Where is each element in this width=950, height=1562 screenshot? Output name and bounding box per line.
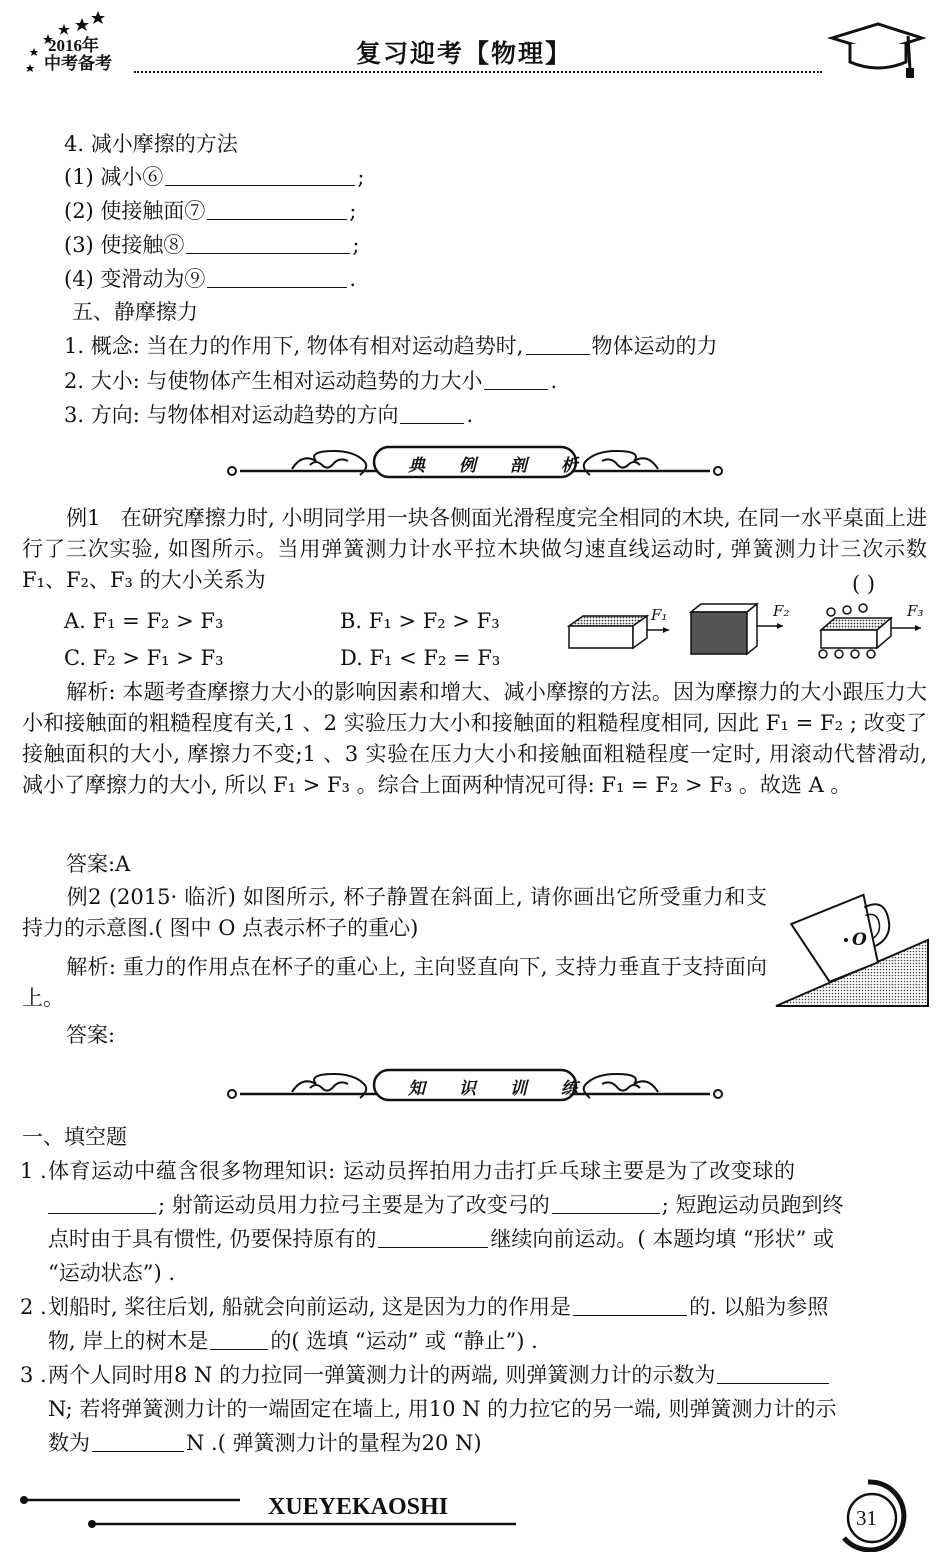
list-item [64,196,357,226]
answer-blank[interactable] [484,369,548,390]
item-punct: ; [352,233,360,257]
q1-text: 继续向前运动。( 本题均填 “形状” 或 [490,1227,835,1251]
center-of-gravity-label: O [852,930,867,950]
item-label: (1) 减小⑥ [64,165,164,189]
item-label: (4) 变滑动为⑨ [64,267,206,291]
item-label: (2) 使接触面⑦ [64,199,206,223]
example2-text [22,882,767,944]
q1-text: 点时由于具有惯性, 仍要保持原有的 [48,1227,377,1251]
header-rule [134,71,822,73]
analysis-text: 解析: 重力的作用点在杯子的重心上, 主向竖直向下, 支持力垂直于支持面向上。 [22,955,767,1010]
section-label: 知 识 训 练 [408,1079,592,1099]
page-header [0,0,950,90]
q2-line1 [48,1292,828,1322]
incline-figure [774,878,930,1010]
section-banner [222,443,728,483]
block-figure [565,598,930,670]
force-label-f1: F₁ [651,606,668,624]
exercise-heading: 一、填空题 [22,1125,127,1149]
answer-blank[interactable] [526,334,590,355]
answer-blank[interactable] [210,1329,268,1350]
q2-text: 的. 以船为参照 [689,1295,829,1319]
item-punct: . [466,403,474,427]
item-punct: ; [357,165,365,189]
answer-blank[interactable] [378,1227,488,1248]
option-d: D. F₁ < F₂ = F₃ [340,646,501,670]
answer-blank[interactable] [573,1295,687,1316]
graduation-cap-icon [826,22,926,80]
answer-blank[interactable] [186,233,350,254]
answer-blank[interactable] [207,267,347,288]
header-subtitle: 中考备考 [44,54,112,73]
list-item [64,366,557,396]
q1-text: ; 射箭运动员用力拉弓主要是为了改变弓的 [158,1193,550,1217]
list-item [64,331,718,361]
q2-text: 物, 岸上的树木是 [48,1329,209,1353]
question-number: 2 . [20,1295,47,1319]
friction-blocks-diagram [565,598,930,670]
q1-line1: 体育运动中蕴含很多物理知识: 运动员挥拍用力击打乒乓球主要是为了改变球的 [48,1159,796,1183]
q2-line2 [48,1326,538,1356]
item-label: 2. 大小: 与使物体产生相对运动趋势的力大小 [64,369,483,393]
answer-parentheses: ( ) [852,572,876,596]
q1-line2 [48,1190,844,1220]
section-label: 典 例 剖 析 [408,456,592,476]
analysis-text: 解析: 本题考查摩擦力大小的影响因素和增大、减小摩擦的方法。因为摩擦力的大小跟压力大小和接触面的粗糙程度有关,1 、2 实验压力大小和接触面的粗糙程度相同, 因此 F₁ = F₂ ; 改变了接触面积的大小, 摩擦力不变;1 、3 实验在压力大小和接触面粗糙程度一定时, 用滚动代替滑动, 减小了摩擦力的大小, 所以 F₁ > F₃ 。综合上面两种情况可得: F₁ = F₂ > F₃ 。故选 A 。 [22,680,927,797]
header-year: 2016年 [48,36,99,55]
page-number: 31 [856,1506,877,1530]
answer-blank[interactable] [400,403,464,424]
list-item [64,400,473,430]
question-number: 3 . [20,1363,47,1387]
list-item [64,230,360,260]
q3-line1 [48,1360,831,1390]
item-punct: . [349,267,357,291]
example2-answer: 答案: [66,1023,116,1047]
option-b: B. F₁ > F₂ > F₃ [340,609,500,633]
section4-heading: 4. 减小摩擦的方法 [64,132,238,156]
example-label: 例1 [66,506,101,530]
page-footer [0,1470,950,1562]
section5-heading: 五、静摩擦力 [72,300,198,324]
header-title: 复习迎考【物理】 [356,39,573,68]
q3-text: N .( 弹簧测力计的量程为20 N) [186,1431,482,1455]
force-label-f3: F₃ [907,602,924,620]
section-banner [222,1066,728,1106]
answer-blank[interactable] [552,1193,660,1214]
q2-text: 的( 选填 “运动” 或 “静止”) . [270,1329,538,1353]
option-a: A. F₁ = F₂ > F₃ [64,609,224,633]
force-label-f2: F₂ [773,602,790,620]
item-label: 3. 方向: 与物体相对运动趋势的方向 [64,403,399,427]
item-label: (3) 使接触⑧ [64,233,185,257]
answer-blank[interactable] [717,1363,829,1384]
footer-brand: XUEYEKAOSHI [268,1494,449,1520]
q3-line2: N; 若将弹簧测力计的一端固定在墙上, 用10 N 的力拉它的另一端, 则弹簧测力计的示 [48,1397,837,1421]
example1-analysis [22,677,927,801]
question-number: 1 . [20,1159,47,1183]
q1-line4: “运动状态”) . [48,1261,176,1285]
list-item [64,162,365,192]
option-c: C. F₂ > F₁ > F₃ [64,646,224,670]
q2-text: 划船时, 桨往后划, 船就会向前运动, 这是因为力的作用是 [48,1295,572,1319]
q3-text: 数为 [48,1431,90,1455]
answer-blank[interactable] [207,199,347,220]
answer-blank[interactable] [48,1193,156,1214]
q1-text: ; 短跑运动员跑到终 [661,1193,844,1217]
q3-line3 [48,1428,482,1458]
q3-text: 两个人同时用8 N 的力拉同一弹簧测力计的两端, 则弹簧测力计的示数为 [48,1363,716,1387]
answer-blank[interactable] [92,1431,184,1452]
item-tail: 物体运动的力 [591,334,718,358]
block-2 [691,604,783,654]
example-body: 例2 (2015· 临沂) 如图所示, 杯子静置在斜面上, 请你画出它所受重力和支持力的示意图.( 图中 O 点表示杯子的重心) [22,885,767,940]
q1-line3 [48,1224,834,1254]
item-punct: ; [349,199,357,223]
example1-text [22,503,927,596]
example2-analysis [22,952,767,1014]
item-label: 1. 概念: 当在力的作用下, 物体有相对运动趋势时, [64,334,524,358]
list-item [64,264,356,294]
answer-blank[interactable] [165,165,355,186]
block-3 [819,602,924,658]
item-punct: . [550,369,558,393]
example-body: 在研究摩擦力时, 小明同学用一块各侧面光滑程度完全相同的木块, 在同一水平桌面上进行了三次实验, 如图所示。当用弹簧测力计水平拉木块做匀速直线运动时, 弹簧测力计三次示数 F₁、F₂、F₃ 的大小关系为 [22,506,927,592]
example1-answer: 答案:A [66,852,131,876]
